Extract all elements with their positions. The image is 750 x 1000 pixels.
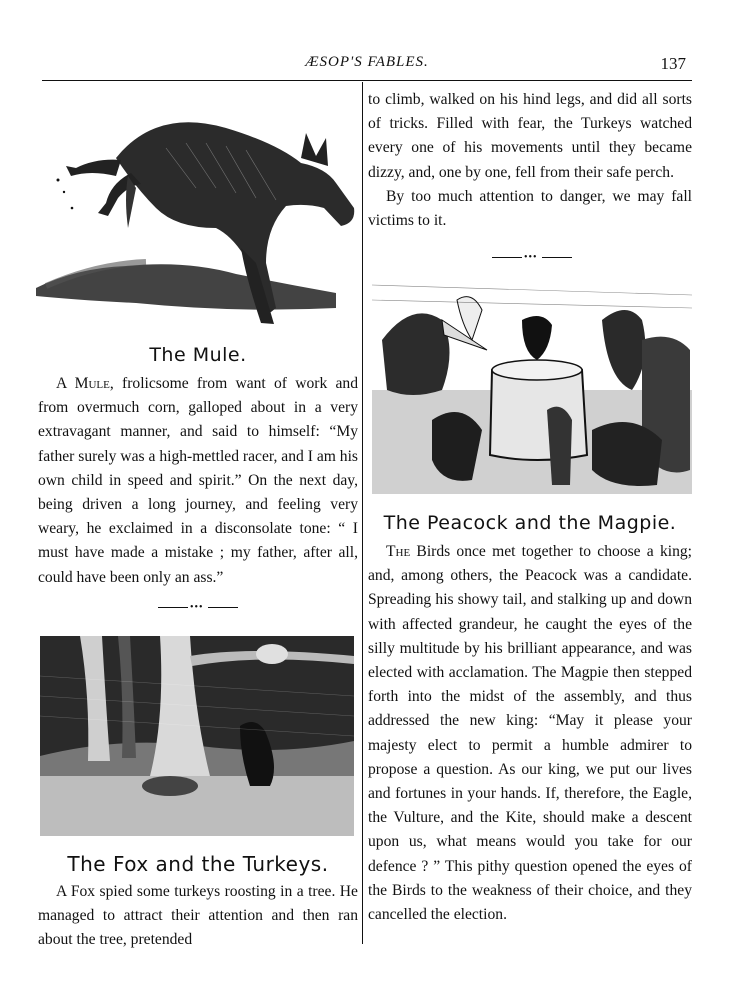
mule-lead: A Mule, — [56, 375, 114, 392]
fox-continued — [368, 88, 692, 233]
peacock-illustration — [372, 280, 692, 494]
mule-body: frolicsome from want of work and from overmuch corn, galloped about in a very extravagant manner, and said to himself: “My father surely was a high-mettled racer, and I am his own child in speed and spirit.” On the next day, being driven a long journey, and feeling very weary, he exclaimed in a disconsolate tone: “ I must have made a mistake ; my father, after all, could have been only an ass.” — [38, 375, 358, 586]
fox-moral: By too much attention to danger, we may fall victims to it. — [368, 187, 692, 230]
page-header — [42, 52, 692, 81]
running-title: ÆSOP'S FABLES. — [305, 54, 429, 70]
fox-text — [38, 880, 358, 953]
peacock-body: Birds once met together to choose a king; and, among others, the Peacock was a candidate. Spreading his showy tail, and stalking up and down with affected grandeur, he caught the eyes of the silly multitude by his brilliant appearance, and was elected with acclamation. The Magpie then stepped forth into the midst of the assembly, and thus addressed the new king: “May it please your majesty elect to permit a humble admirer to propose a question. As our king, we put our lives and fortunes in your hands. If, therefore, the Eagle, the Vulture, and the Kite, should make a descent upon us, what means would you take for our defence ? ” This pithy question opened the eyes of the Birds to the weakness of their choice, and they cancelled the election. — [368, 543, 692, 924]
peacock-heading: The Peacock and the Magpie. — [383, 512, 677, 534]
ornament-right: ••• — [492, 253, 572, 263]
column-divider — [362, 82, 363, 944]
fox-heading: The Fox and the Turkeys. — [67, 852, 329, 876]
fox-illustration — [40, 636, 354, 836]
fox-body: spied some turkeys roosting in a tree. He managed to attract their attention and then ran about the tree, pretended — [38, 883, 358, 949]
page-number: 137 — [660, 54, 686, 73]
fox-lead: A Fox — [56, 883, 96, 900]
mule-text — [38, 372, 358, 590]
peacock-lead: The — [386, 543, 411, 560]
ornament-left: ••• — [158, 603, 238, 613]
mule-illustration — [36, 88, 358, 336]
fox-continued-text: to climb, walked on his hind legs, and did all sorts of tricks. Filled with fear, the Turkeys watched every one of his movements until they became dizzy, and, one by one, fell from their safe perch. — [368, 91, 692, 181]
mule-heading: The Mule. — [149, 344, 247, 366]
peacock-text — [368, 540, 692, 927]
